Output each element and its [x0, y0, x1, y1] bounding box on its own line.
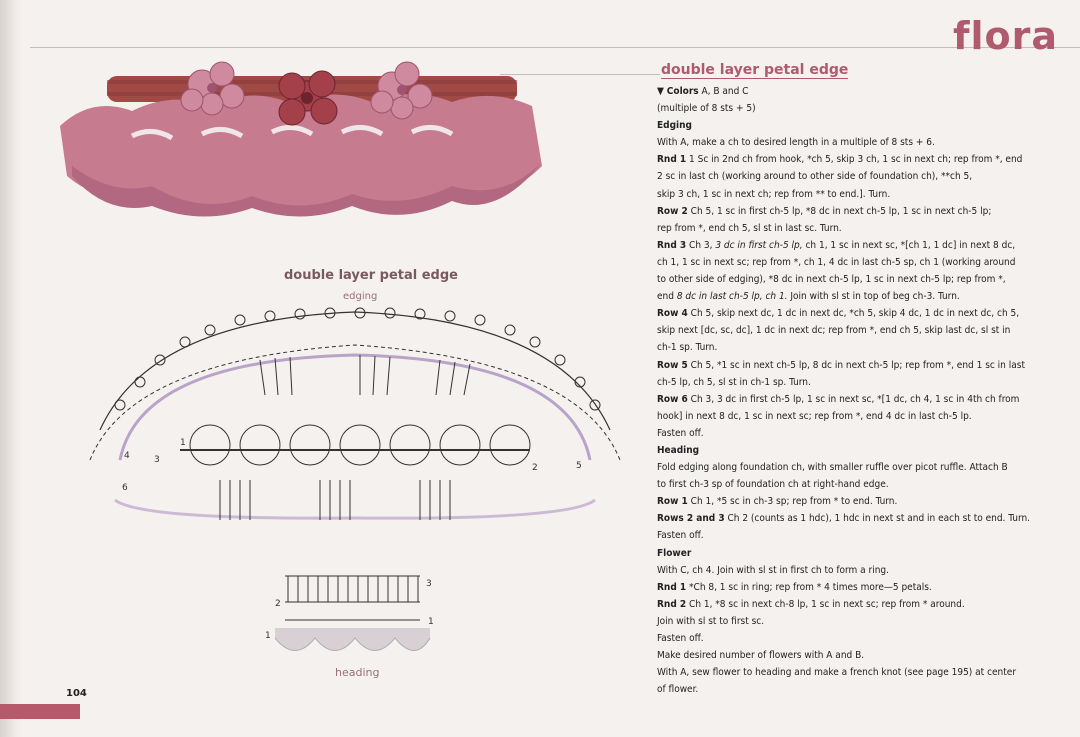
fasten-off-2: Fasten off. — [657, 530, 704, 542]
flower-section-title: Flower — [657, 547, 692, 559]
rnd3-line4: end 8 dc in last ch-5 lp, ch 1. Join with sl st in top of beg ch-3. Turn. — [657, 291, 960, 303]
heading-rows23: Rows 2 and 3 Ch 2 (counts as 1 hdc), 1 hdc in next st and in each st to end. Turn. — [657, 513, 1031, 525]
heading-row-mark-1-right: 1 — [428, 617, 434, 627]
heading-row-mark-3: 3 — [426, 579, 432, 589]
rnd3-line2: ch 1, 1 sc in next sc; rep from *, ch 1, 4 dc in last ch-5 sp, ch 1 (working around — [657, 256, 1016, 268]
multiple-line: (multiple of 8 sts + 5) — [657, 103, 756, 115]
heading-line1: Fold edging along foundation ch, with smaller ruffle over picot ruffle. Attach B — [657, 462, 1008, 474]
row5-line1: Row 5 Ch 5, *1 sc in next ch-5 lp, 8 dc in next ch-5 lp; rep from *, end 1 sc in last — [657, 359, 1025, 371]
row2-line2: rep from *, end ch 5, sl st in last sc. Turn. — [657, 222, 842, 234]
edging-heading: Edging — [657, 120, 692, 132]
join-line: Join with sl st to first sc. — [657, 615, 765, 627]
rnd1-line1: Rnd 1 1 Sc in 2nd ch from hook, *ch 5, skip 3 ch, 1 sc in next ch; rep from *, end — [657, 154, 1023, 166]
row2-line1: Row 2 Ch 5, 1 sc in first ch-5 lp, *8 dc in next ch-5 lp, 1 sc in next ch-5 lp; — [657, 205, 992, 217]
page-color-bar — [0, 704, 80, 719]
fasten-off-3: Fasten off. — [657, 633, 704, 644]
edging-chart-diagram — [60, 300, 650, 540]
figure-title: double layer petal edge — [284, 268, 458, 283]
heading-section-title: Heading — [657, 444, 700, 456]
edging-intro: With A, make a ch to desired length in a multiple of 8 sts + 6. — [657, 137, 935, 149]
colors-line: ▼ Colors A, B and C — [657, 86, 749, 97]
row-mark-1: 1 — [180, 438, 186, 448]
fasten-off-1: Fasten off. — [657, 427, 704, 439]
edging-label: edging — [343, 291, 378, 302]
flower-line1: With C, ch 4. Join with sl st in first ch to form a ring. — [657, 564, 890, 576]
row4-line1: Row 4 Ch 5, skip next dc, 1 dc in next dc, *ch 5, skip 4 dc, 1 dc in next dc, ch 5, — [657, 308, 1020, 320]
sew-line1: With A, sew flower to heading and make a french knot (see page 195) at center — [657, 667, 1017, 679]
rnd3-line3: to other side of edging), *8 dc in next ch-5 lp, 1 sc in next ch-5 lp; rep from *, — [657, 274, 1006, 286]
row-mark-2: 2 — [532, 463, 538, 473]
flower-rnd2: Rnd 2 Ch 1, *8 sc in next ch-8 lp, 1 sc in next sc; rep from * around. — [657, 598, 965, 610]
row4-line2: skip next [dc, sc, dc], 1 dc in next dc; rep from *, end ch 5, skip last dc, sl st in — [657, 325, 1011, 337]
row6-line2: hook] in next 8 dc, 1 sc in next sc; rep from *, end 4 dc in last ch-5 lp. — [657, 410, 972, 422]
pattern-title: double layer petal edge — [661, 62, 849, 78]
page-number: 104 — [66, 688, 87, 699]
heading-row1: Row 1 Ch 1, *5 sc in ch-3 sp; rep from * to end. Turn. — [657, 496, 898, 508]
sew-line2: of flower. — [657, 684, 699, 696]
rnd1-line2: 2 sc in last ch (working around to other side of foundation ch), **ch 5, — [657, 171, 973, 183]
row-mark-6: 6 — [122, 483, 128, 493]
row6-line1: Row 6 Ch 3, 3 dc in first ch-5 lp, 1 sc in next sc, *[1 dc, ch 4, 1 sc in 4th ch from — [657, 393, 1020, 405]
pattern-text — [657, 62, 1062, 698]
row4-line3: ch-1 sp. Turn. — [657, 342, 718, 354]
heading-line2: to first ch-3 sp of foundation ch at right-hand edge. — [657, 479, 889, 491]
row-mark-5: 5 — [576, 461, 582, 471]
row5-line2: ch-5 lp, ch 5, sl st in ch-1 sp. Turn. — [657, 376, 811, 388]
rnd1-line3: skip 3 ch, 1 sc in next ch; rep from ** to end.]. Turn. — [657, 188, 891, 200]
rnd3-line1: Rnd 3 Ch 3, 3 dc in first ch-5 lp, ch 1, 1 sc in next sc, *[ch 1, 1 dc] in next 8 dc, — [657, 239, 1016, 251]
title-rule — [500, 74, 660, 75]
row-mark-4: 4 — [124, 451, 130, 461]
heading-chart-diagram — [260, 568, 460, 668]
row-mark-3: 3 — [154, 455, 160, 465]
book-spine-shadow — [0, 0, 22, 737]
header-rule — [30, 47, 1080, 48]
heading-row-mark-2: 2 — [275, 599, 281, 609]
edging-photo — [52, 56, 552, 226]
flower-rnd1: Rnd 1 *Ch 8, 1 sc in ring; rep from * 4 times more—5 petals. — [657, 581, 932, 593]
triangle-bullet-icon: ▼ — [657, 86, 664, 97]
heading-label: heading — [335, 666, 380, 679]
chapter-title: flora — [952, 14, 1058, 58]
make-line: Make desired number of flowers with A and B. — [657, 650, 865, 662]
heading-row-mark-1: 1 — [265, 631, 271, 641]
